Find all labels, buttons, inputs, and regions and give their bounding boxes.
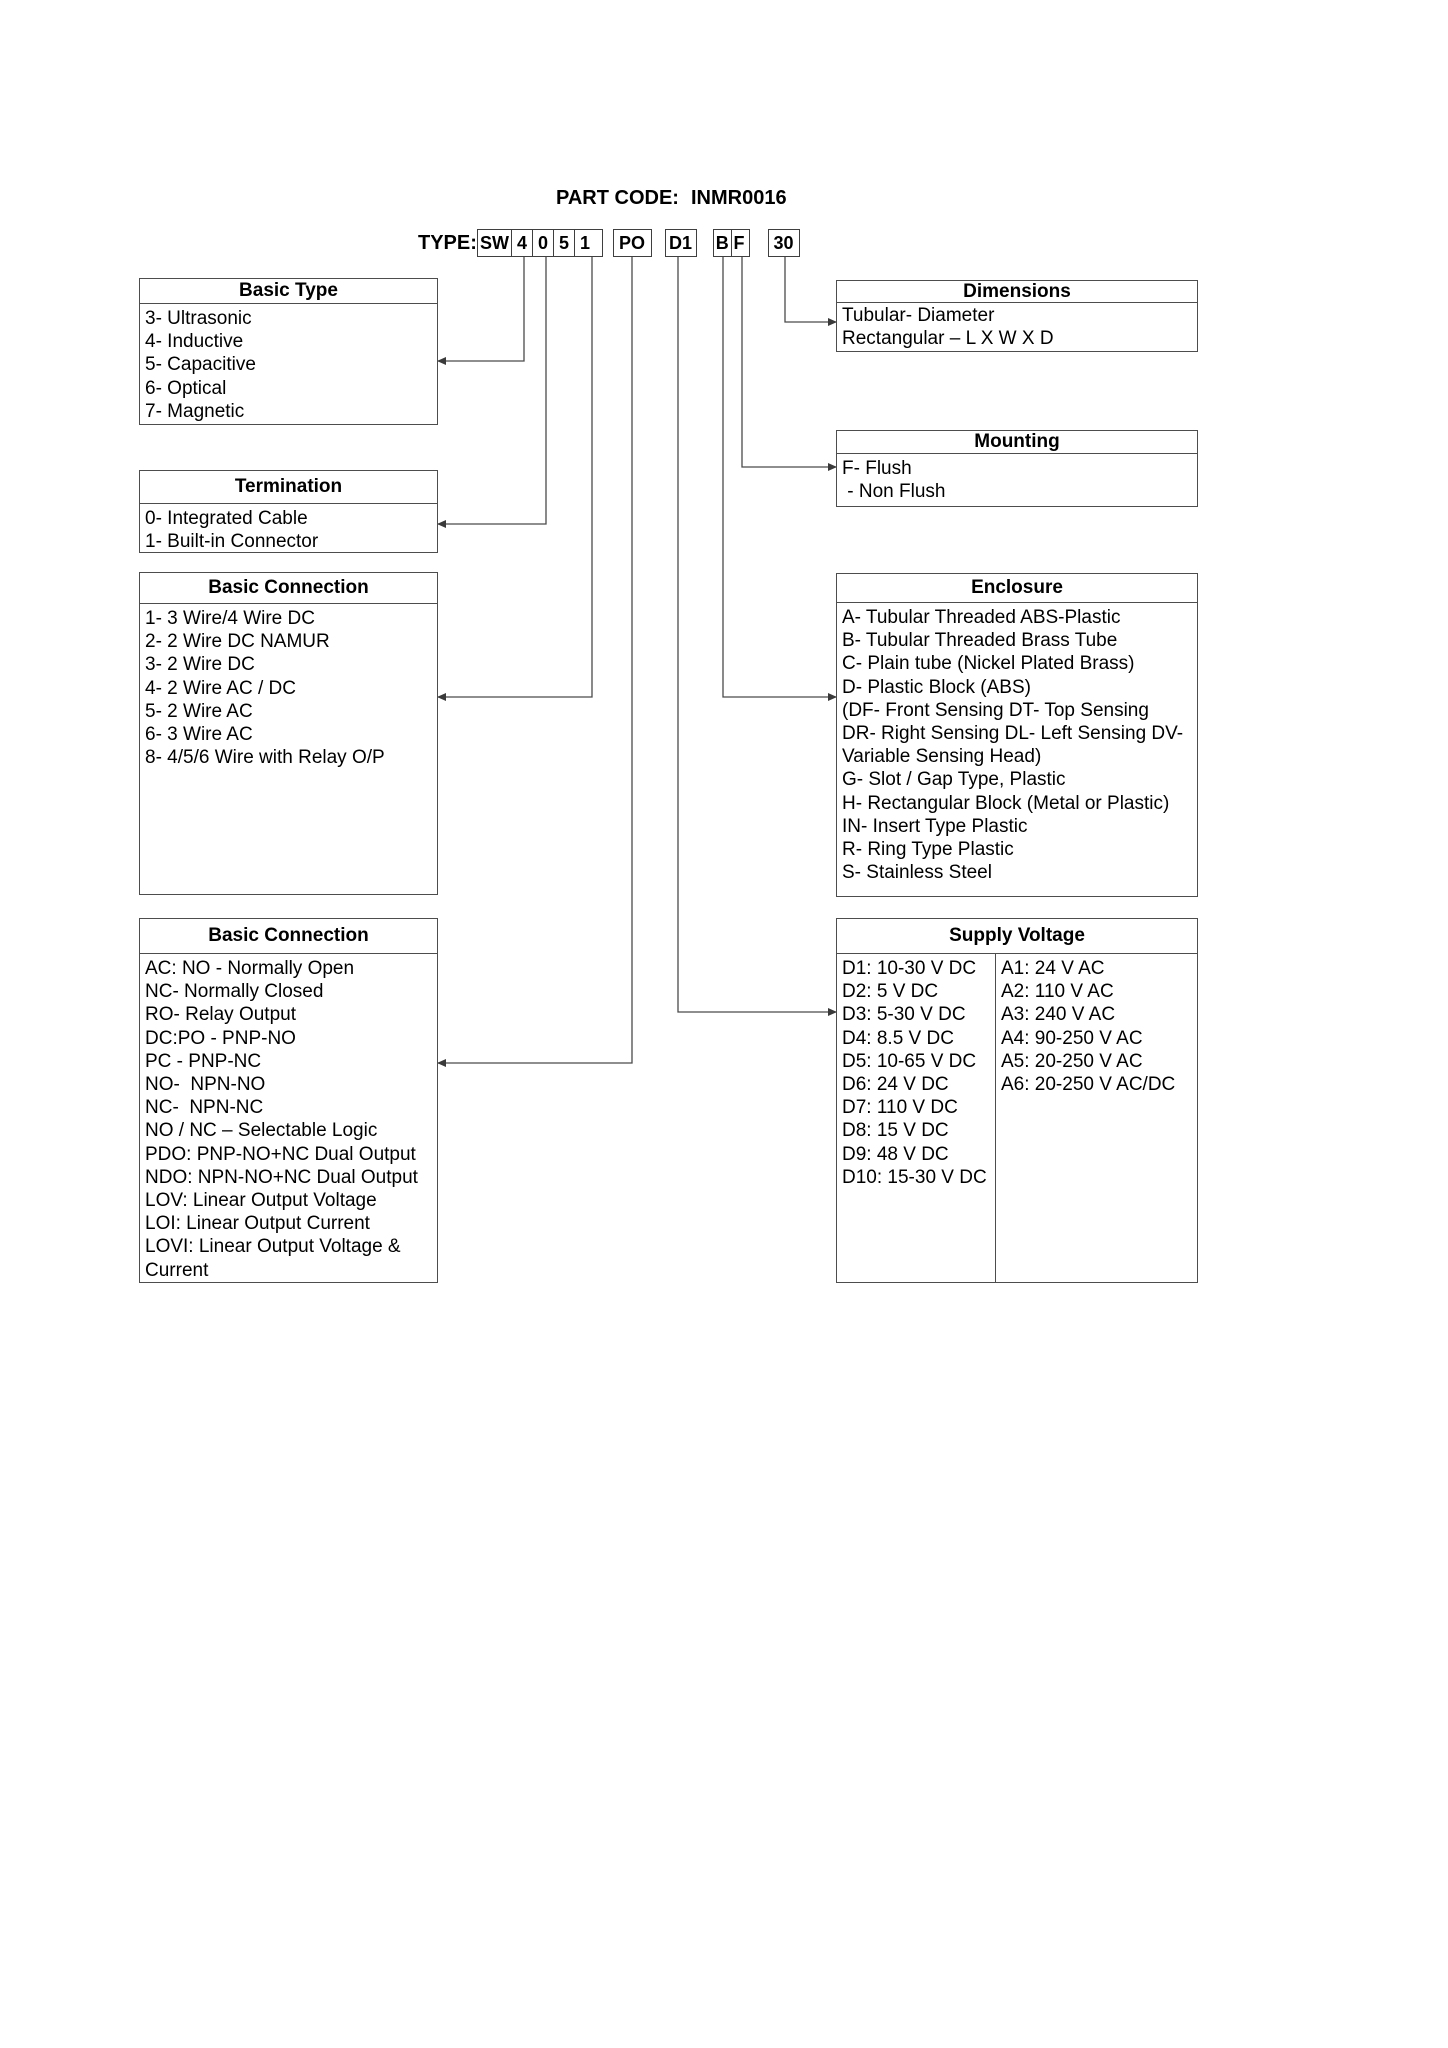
type-code-cell: B — [715, 232, 729, 253]
list-item: LOI: Linear Output Current — [145, 1213, 370, 1235]
list-item: 7- Magnetic — [145, 400, 245, 422]
list-item: - Non Flush — [842, 481, 946, 503]
list-item: NC- Normally Closed — [145, 981, 324, 1003]
list-item: D7: 110 V DC — [842, 1097, 958, 1119]
basic-type-title: Basic Type — [140, 279, 437, 304]
list-item: A6: 20-250 V AC/DC — [1001, 1074, 1176, 1096]
list-item: H- Rectangular Block (Metal or Plastic) — [842, 792, 1170, 814]
list-item: IN- Insert Type Plastic — [842, 815, 1028, 837]
type-code-cell: 0 — [532, 230, 553, 256]
list-item: NC- NPN-NC — [145, 1097, 264, 1119]
list-item: F- Flush — [842, 458, 912, 479]
list-item: A3: 240 V AC — [1001, 1004, 1116, 1026]
enclosure-title: Enclosure — [837, 574, 1197, 603]
type-code-group-voltage — [665, 229, 697, 257]
list-item: A4: 90-250 V AC — [1001, 1027, 1143, 1049]
list-item: PDO: PNP-NO+NC Dual Output — [145, 1143, 416, 1165]
enclosure-items — [837, 603, 1197, 884]
list-item: D- Plastic Block (ABS) — [842, 676, 1031, 698]
list-item: DC:PO - PNP-NO — [145, 1027, 296, 1049]
list-item: 5- Capacitive — [145, 354, 256, 376]
basic-connection-2-title: Basic Connection — [140, 919, 437, 954]
list-item: G- Slot / Gap Type, Plastic — [842, 769, 1066, 791]
connector-30-to-dimensions-panel — [785, 257, 836, 322]
mounting-title: Mounting — [837, 431, 1197, 454]
mounting-items — [837, 454, 1197, 503]
dimensions-panel — [836, 280, 1198, 352]
connector-0-to-termination-panel — [438, 257, 546, 524]
list-item: Rectangular – L X W X D — [842, 328, 1054, 350]
type-label: TYPE: — [418, 232, 477, 254]
type-code-cell: PO — [618, 232, 645, 253]
type-code-cell: 1 — [574, 230, 595, 256]
list-item: A2: 110 V AC — [1001, 981, 1114, 1003]
termination-panel — [139, 470, 438, 553]
list-item: 3- Ultrasonic — [145, 308, 252, 329]
list-item: NDO: NPN-NO+NC Dual Output — [145, 1166, 418, 1188]
list-item: Tubular- Diameter — [842, 305, 995, 326]
type-code-cell: D1 — [668, 232, 692, 253]
list-item: NO / NC – Selectable Logic — [145, 1120, 378, 1142]
list-item: LOV: Linear Output Voltage — [145, 1190, 377, 1212]
list-item: D4: 8.5 V DC — [842, 1027, 954, 1049]
list-item: 1- 3 Wire/4 Wire DC — [145, 608, 315, 629]
termination-title: Termination — [140, 471, 437, 504]
list-item: 8- 4/5/6 Wire with Relay O/P — [145, 747, 385, 769]
basic-connection-1-items — [140, 604, 437, 769]
type-code-group-enclosure-mounting — [713, 229, 750, 257]
basic-type-panel — [139, 278, 438, 425]
basic-connection-2-items — [140, 954, 437, 1282]
page-title — [556, 187, 787, 210]
list-item: 4- 2 Wire AC / DC — [145, 677, 296, 699]
list-item: D1: 10-30 V DC — [842, 958, 977, 979]
type-code-group-output — [613, 229, 652, 257]
type-code-cell: 4 — [511, 230, 532, 256]
connector-PO-to-basic-connection-2-panel — [438, 257, 632, 1063]
part-code-value: INMR0016 — [690, 187, 787, 209]
connector-1-to-basic-connection-1-panel — [438, 257, 592, 697]
list-item: D2: 5 V DC — [842, 981, 939, 1003]
list-item: Current — [145, 1259, 209, 1281]
basic-type-items — [140, 304, 437, 423]
list-item: 4- Inductive — [145, 331, 244, 353]
type-code-cell: 5 — [553, 230, 574, 256]
dimensions-title: Dimensions — [837, 281, 1197, 303]
list-item: B- Tubular Threaded Brass Tube — [842, 630, 1118, 652]
list-item: D3: 5-30 V DC — [842, 1004, 966, 1026]
type-code-group-main — [477, 229, 603, 257]
list-item: A- Tubular Threaded ABS-Plastic — [842, 607, 1121, 628]
list-item: D5: 10-65 V DC — [842, 1050, 977, 1072]
supply-voltage-dc-column — [837, 954, 996, 1282]
list-item: PC - PNP-NC — [145, 1050, 262, 1072]
list-item: D9: 48 V DC — [842, 1143, 949, 1165]
connector-D1-to-supply-voltage-panel — [678, 257, 836, 1012]
supply-voltage-body — [837, 954, 1197, 1282]
list-item: D6: 24 V DC — [842, 1074, 949, 1096]
supply-voltage-panel — [836, 918, 1198, 1283]
type-code-group-dimension — [768, 229, 800, 257]
list-item: RO- Relay Output — [145, 1004, 296, 1026]
list-item: 6- 3 Wire AC — [145, 724, 253, 746]
basic-connection-2-panel — [139, 918, 438, 1283]
supply-voltage-title: Supply Voltage — [837, 919, 1197, 954]
list-item: A5: 20-250 V AC — [1001, 1050, 1143, 1072]
list-item: 3- 2 Wire DC — [145, 654, 255, 676]
connector-4-to-basic-type-panel — [438, 257, 524, 361]
list-item: R- Ring Type Plastic — [842, 839, 1014, 861]
supply-voltage-ac-column — [996, 954, 1197, 1282]
list-item: AC: NO - Normally Open — [145, 958, 355, 979]
list-item: A1: 24 V AC — [1001, 958, 1105, 979]
mounting-panel — [836, 430, 1198, 507]
list-item: 6- Optical — [145, 377, 227, 399]
list-item: Variable Sensing Head) — [842, 746, 1042, 768]
enclosure-panel — [836, 573, 1198, 897]
list-item: (DF- Front Sensing DT- Top Sensing — [842, 699, 1149, 721]
list-item: 5- 2 Wire AC — [145, 700, 253, 722]
type-code-cell: 30 — [773, 232, 794, 253]
list-item: NO- NPN-NO — [145, 1074, 266, 1096]
list-item: 1- Built-in Connector — [145, 531, 319, 553]
list-item: S- Stainless Steel — [842, 862, 992, 884]
part-code-label: PART CODE: — [556, 187, 679, 209]
dimensions-items — [837, 303, 1197, 350]
type-code-cell: F — [731, 230, 747, 256]
termination-items — [140, 504, 437, 553]
basic-connection-1-title: Basic Connection — [140, 573, 437, 604]
list-item: LOVI: Linear Output Voltage & — [145, 1236, 401, 1258]
basic-connection-1-panel — [139, 572, 438, 895]
list-item: 0- Integrated Cable — [145, 508, 308, 529]
type-code-cell: SW — [480, 232, 509, 253]
list-item: 2- 2 Wire DC NAMUR — [145, 631, 330, 653]
list-item: D10: 15-30 V DC — [842, 1166, 987, 1188]
connector-B-to-enclosure-panel — [723, 257, 836, 697]
list-item: D8: 15 V DC — [842, 1120, 949, 1142]
list-item: C- Plain tube (Nickel Plated Brass) — [842, 653, 1135, 675]
connector-F-to-mounting-panel — [742, 257, 836, 467]
list-item: DR- Right Sensing DL- Left Sensing DV- — [842, 723, 1184, 745]
